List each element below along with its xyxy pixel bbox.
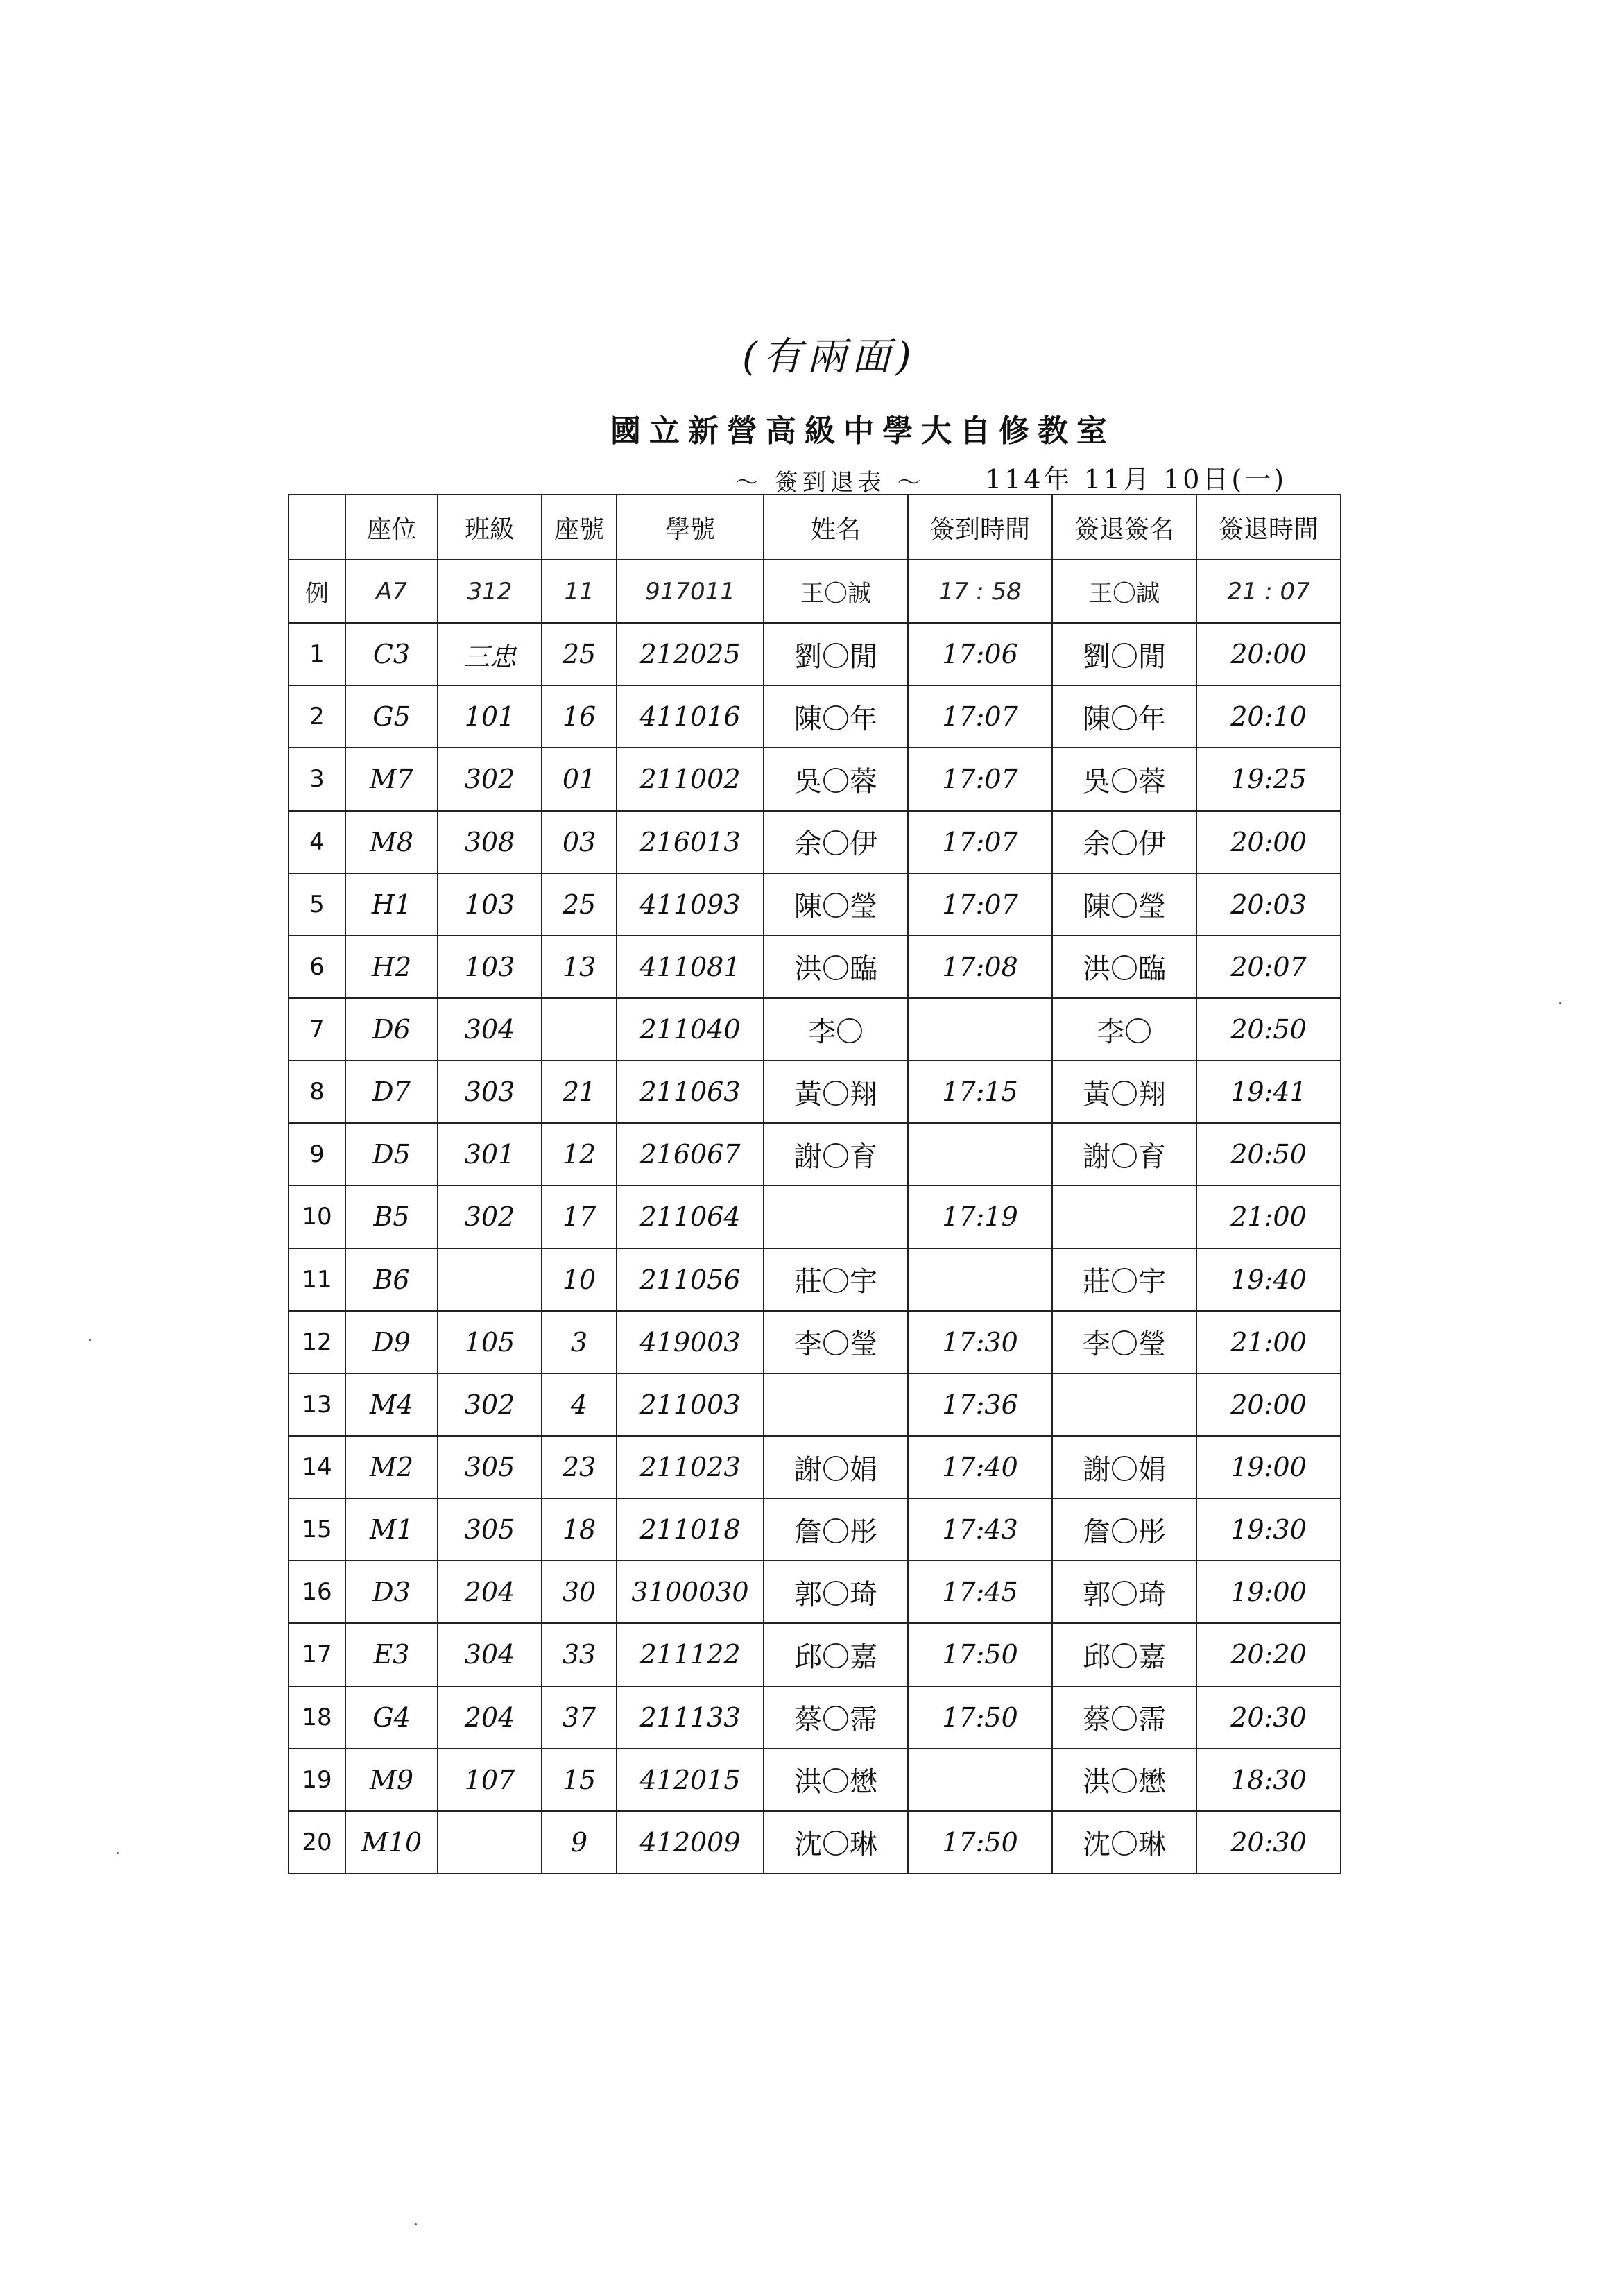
seat-number-cell: 15	[542, 1749, 617, 1811]
sign-out-signature-cell: 黃〇翔	[1052, 1061, 1196, 1123]
student-id-cell: 411016	[617, 685, 764, 748]
name-cell: 莊〇宇	[764, 1249, 908, 1311]
row-index: 5	[289, 873, 345, 936]
sign-in-time-cell: 17:50	[908, 1623, 1052, 1686]
class-cell: 204	[438, 1561, 542, 1623]
row-index: 1	[289, 623, 345, 685]
seat-number-cell: 37	[542, 1686, 617, 1749]
name-cell: 蔡〇霈	[764, 1686, 908, 1749]
seat-number-cell: 17	[542, 1185, 617, 1248]
row-index: 8	[289, 1061, 345, 1123]
seat-cell: H2	[345, 936, 438, 998]
table-row	[289, 1123, 1341, 1185]
sign-out-time-cell: 19:00	[1196, 1436, 1341, 1498]
seat-number-cell: 12	[542, 1123, 617, 1185]
sign-in-time-cell: 17:50	[908, 1811, 1052, 1874]
name-cell: 謝〇育	[764, 1123, 908, 1185]
name-cell: 余〇伊	[764, 811, 908, 873]
sign-out-signature-cell	[1052, 1185, 1196, 1248]
page-title: 國立新營高級中學大自修教室	[610, 413, 1115, 449]
sign-in-time-cell: 17:19	[908, 1185, 1052, 1248]
header-sign-in-time: 簽到時間	[908, 495, 1052, 560]
name-cell: 劉〇閒	[764, 623, 908, 685]
row-index: 20	[289, 1811, 345, 1874]
student-id-cell: 211064	[617, 1185, 764, 1248]
sign-out-signature-cell: 謝〇育	[1052, 1123, 1196, 1185]
class-cell: 303	[438, 1061, 542, 1123]
name-cell: 李〇瑩	[764, 1311, 908, 1373]
sign-in-time-cell: 17:07	[908, 685, 1052, 748]
student-id-cell: 412009	[617, 1811, 764, 1874]
student-id-cell: 216013	[617, 811, 764, 873]
seat-cell: M8	[345, 811, 438, 873]
name-cell	[764, 1185, 908, 1248]
sign-in-time-cell: 17:07	[908, 873, 1052, 936]
name-cell: 黃〇翔	[764, 1061, 908, 1123]
table-row	[289, 1249, 1341, 1311]
student-id-cell: 211122	[617, 1623, 764, 1686]
student-id-cell: 212025	[617, 623, 764, 685]
class-cell	[438, 1811, 542, 1874]
row-index: 3	[289, 748, 345, 810]
sign-out-time-cell: 21:00	[1196, 1185, 1341, 1248]
student-id-cell: 3100030	[617, 1561, 764, 1623]
example-seat: A7	[345, 560, 438, 623]
table-row	[289, 1185, 1341, 1248]
table-row	[289, 1061, 1341, 1123]
seat-number-cell: 13	[542, 936, 617, 998]
sign-in-time-cell: 17:15	[908, 1061, 1052, 1123]
row-index: 12	[289, 1311, 345, 1373]
seat-cell: H1	[345, 873, 438, 936]
header-student-id: 學號	[617, 495, 764, 560]
sign-out-time-cell: 20:07	[1196, 936, 1341, 998]
class-cell: 105	[438, 1311, 542, 1373]
seat-cell: M10	[345, 1811, 438, 1874]
example-row	[289, 560, 1341, 623]
class-cell: 三忠	[438, 623, 542, 685]
table-row	[289, 811, 1341, 873]
table-row	[289, 873, 1341, 936]
row-index: 6	[289, 936, 345, 998]
class-cell: 107	[438, 1749, 542, 1811]
sign-in-time-cell: 17:43	[908, 1498, 1052, 1561]
class-cell: 302	[438, 1185, 542, 1248]
sign-out-signature-cell: 沈〇琳	[1052, 1811, 1196, 1874]
header-seat: 座位	[345, 495, 438, 560]
seat-cell: B5	[345, 1185, 438, 1248]
sign-out-time-cell: 18:30	[1196, 1749, 1341, 1811]
example-seat-number: 11	[542, 560, 617, 623]
row-index: 18	[289, 1686, 345, 1749]
class-cell	[438, 1249, 542, 1311]
table-row	[289, 1749, 1341, 1811]
sheet-date: 114年 11月 10日(一)	[985, 464, 1287, 495]
sign-out-time-cell: 20:10	[1196, 685, 1341, 748]
sign-in-time-cell: 17:07	[908, 748, 1052, 810]
sign-out-time-cell: 20:00	[1196, 623, 1341, 685]
class-cell: 204	[438, 1686, 542, 1749]
sign-out-signature-cell: 詹〇彤	[1052, 1498, 1196, 1561]
sign-in-time-cell: 17:45	[908, 1561, 1052, 1623]
sign-out-signature-cell: 蔡〇霈	[1052, 1686, 1196, 1749]
seat-number-cell: 23	[542, 1436, 617, 1498]
name-cell: 洪〇懋	[764, 1749, 908, 1811]
example-sign-out-signature: 王〇誠	[1052, 560, 1196, 623]
example-sign-out-time: 21 : 07	[1196, 560, 1341, 623]
student-id-cell: 211003	[617, 1373, 764, 1436]
student-id-cell: 412015	[617, 1749, 764, 1811]
student-id-cell: 211063	[617, 1061, 764, 1123]
class-cell: 103	[438, 936, 542, 998]
seat-number-cell	[542, 998, 617, 1061]
student-id-cell: 211023	[617, 1436, 764, 1498]
name-cell: 沈〇琳	[764, 1811, 908, 1874]
seat-number-cell: 16	[542, 685, 617, 748]
sign-out-time-cell: 20:20	[1196, 1623, 1341, 1686]
table-row	[289, 1498, 1341, 1561]
name-cell: 洪〇臨	[764, 936, 908, 998]
seat-cell: M2	[345, 1436, 438, 1498]
sign-out-time-cell: 20:30	[1196, 1686, 1341, 1749]
sign-out-signature-cell: 陳〇年	[1052, 685, 1196, 748]
class-cell: 304	[438, 998, 542, 1061]
seat-cell: G5	[345, 685, 438, 748]
table-row	[289, 998, 1341, 1061]
seat-number-cell: 21	[542, 1061, 617, 1123]
example-index: 例	[289, 560, 345, 623]
example-student-id: 917011	[617, 560, 764, 623]
sign-out-signature-cell: 郭〇琦	[1052, 1561, 1196, 1623]
sign-in-time-cell: 17:30	[908, 1311, 1052, 1373]
header-sign-out-time: 簽退時間	[1196, 495, 1341, 560]
sign-out-signature-cell: 余〇伊	[1052, 811, 1196, 873]
row-index: 14	[289, 1436, 345, 1498]
class-cell: 101	[438, 685, 542, 748]
name-cell: 吳〇蓉	[764, 748, 908, 810]
sign-in-time-cell	[908, 1249, 1052, 1311]
seat-cell: D5	[345, 1123, 438, 1185]
seat-number-cell: 4	[542, 1373, 617, 1436]
class-cell: 301	[438, 1123, 542, 1185]
sign-out-signature-cell: 李〇瑩	[1052, 1311, 1196, 1373]
row-index: 13	[289, 1373, 345, 1436]
sign-out-time-cell: 20:00	[1196, 811, 1341, 873]
name-cell: 郭〇琦	[764, 1561, 908, 1623]
student-id-cell: 211040	[617, 998, 764, 1061]
sign-out-time-cell: 21:00	[1196, 1311, 1341, 1373]
row-index: 15	[289, 1498, 345, 1561]
seat-number-cell: 01	[542, 748, 617, 810]
name-cell: 謝〇娟	[764, 1436, 908, 1498]
seat-cell: C3	[345, 623, 438, 685]
student-id-cell: 411081	[617, 936, 764, 998]
seat-number-cell: 30	[542, 1561, 617, 1623]
row-index: 17	[289, 1623, 345, 1686]
header-seat-number: 座號	[542, 495, 617, 560]
example-sign-in-time: 17 : 58	[908, 560, 1052, 623]
seat-number-cell: 33	[542, 1623, 617, 1686]
class-cell: 302	[438, 748, 542, 810]
sign-out-time-cell: 19:00	[1196, 1561, 1341, 1623]
seat-cell: D7	[345, 1061, 438, 1123]
seat-cell: D6	[345, 998, 438, 1061]
sign-in-time-cell: 17:40	[908, 1436, 1052, 1498]
table-row	[289, 1811, 1341, 1874]
student-id-cell: 211002	[617, 748, 764, 810]
sign-out-signature-cell	[1052, 1373, 1196, 1436]
sign-out-time-cell: 19:30	[1196, 1498, 1341, 1561]
page-subtitle: ～ 簽到退表 ～	[735, 469, 925, 497]
sign-out-signature-cell: 陳〇瑩	[1052, 873, 1196, 936]
seat-cell: M1	[345, 1498, 438, 1561]
class-cell: 302	[438, 1373, 542, 1436]
header-index	[289, 495, 345, 560]
table-row	[289, 1311, 1341, 1373]
scan-speck	[1559, 1002, 1561, 1004]
sign-out-time-cell: 19:25	[1196, 748, 1341, 810]
name-cell: 李〇	[764, 998, 908, 1061]
seat-number-cell: 25	[542, 623, 617, 685]
seat-number-cell: 9	[542, 1811, 617, 1874]
scan-speck	[415, 2223, 417, 2225]
sign-in-table	[288, 494, 1341, 1874]
row-index: 9	[289, 1123, 345, 1185]
seat-cell: M4	[345, 1373, 438, 1436]
seat-cell: G4	[345, 1686, 438, 1749]
table-row	[289, 748, 1341, 810]
table-header-row	[289, 495, 1341, 560]
sign-out-time-cell: 19:41	[1196, 1061, 1341, 1123]
seat-cell: D3	[345, 1561, 438, 1623]
sign-in-time-cell: 17:50	[908, 1686, 1052, 1749]
table-row	[289, 1686, 1341, 1749]
sign-out-signature-cell: 莊〇宇	[1052, 1249, 1196, 1311]
seat-number-cell: 25	[542, 873, 617, 936]
seat-number-cell: 18	[542, 1498, 617, 1561]
sign-in-time-cell: 17:36	[908, 1373, 1052, 1436]
sign-out-time-cell: 20:00	[1196, 1373, 1341, 1436]
student-id-cell: 419003	[617, 1311, 764, 1373]
class-cell: 308	[438, 811, 542, 873]
row-index: 10	[289, 1185, 345, 1248]
student-id-cell: 211056	[617, 1249, 764, 1311]
student-id-cell: 411093	[617, 873, 764, 936]
header-class: 班級	[438, 495, 542, 560]
sign-in-time-cell: 17:06	[908, 623, 1052, 685]
sign-out-time-cell: 20:50	[1196, 998, 1341, 1061]
sign-in-time-cell	[908, 998, 1052, 1061]
sign-in-time-cell	[908, 1123, 1052, 1185]
sign-out-signature-cell: 謝〇娟	[1052, 1436, 1196, 1498]
row-index: 19	[289, 1749, 345, 1811]
sign-out-signature-cell: 洪〇懋	[1052, 1749, 1196, 1811]
seat-number-cell: 03	[542, 811, 617, 873]
row-index: 11	[289, 1249, 345, 1311]
seat-cell: M7	[345, 748, 438, 810]
table-row	[289, 936, 1341, 998]
row-index: 2	[289, 685, 345, 748]
seat-number-cell: 3	[542, 1311, 617, 1373]
table-row	[289, 623, 1341, 685]
table-row	[289, 1373, 1341, 1436]
sign-out-time-cell: 20:50	[1196, 1123, 1341, 1185]
name-cell	[764, 1373, 908, 1436]
seat-cell: B6	[345, 1249, 438, 1311]
student-id-cell: 216067	[617, 1123, 764, 1185]
table-row	[289, 685, 1341, 748]
example-class: 312	[438, 560, 542, 623]
name-cell: 陳〇瑩	[764, 873, 908, 936]
sign-out-time-cell: 20:30	[1196, 1811, 1341, 1874]
sign-out-time-cell: 20:03	[1196, 873, 1341, 936]
class-cell: 305	[438, 1436, 542, 1498]
row-index: 4	[289, 811, 345, 873]
sign-in-time-cell: 17:08	[908, 936, 1052, 998]
sign-in-time-cell	[908, 1749, 1052, 1811]
sign-out-signature-cell: 劉〇閒	[1052, 623, 1196, 685]
name-cell: 詹〇彤	[764, 1498, 908, 1561]
sign-out-signature-cell: 洪〇臨	[1052, 936, 1196, 998]
row-index: 16	[289, 1561, 345, 1623]
sign-out-time-cell: 19:40	[1196, 1249, 1341, 1311]
sign-in-time-cell: 17:07	[908, 811, 1052, 873]
seat-cell: D9	[345, 1311, 438, 1373]
class-cell: 304	[438, 1623, 542, 1686]
example-name: 王〇誠	[764, 560, 908, 623]
double-sided-note: (有兩面)	[742, 334, 917, 379]
header-name: 姓名	[764, 495, 908, 560]
table-row	[289, 1561, 1341, 1623]
class-cell: 305	[438, 1498, 542, 1561]
student-id-cell: 211133	[617, 1686, 764, 1749]
header-sign-out-signature: 簽退簽名	[1052, 495, 1196, 560]
class-cell: 103	[438, 873, 542, 936]
name-cell: 陳〇年	[764, 685, 908, 748]
sign-out-signature-cell: 邱〇嘉	[1052, 1623, 1196, 1686]
seat-number-cell: 10	[542, 1249, 617, 1311]
seat-cell: E3	[345, 1623, 438, 1686]
name-cell: 邱〇嘉	[764, 1623, 908, 1686]
sign-out-signature-cell: 吳〇蓉	[1052, 748, 1196, 810]
sign-out-signature-cell: 李〇	[1052, 998, 1196, 1061]
row-index: 7	[289, 998, 345, 1061]
seat-cell: M9	[345, 1749, 438, 1811]
scan-speck	[89, 1339, 91, 1341]
table-row	[289, 1436, 1341, 1498]
table-row	[289, 1623, 1341, 1686]
scan-speck	[117, 1852, 119, 1854]
student-id-cell: 211018	[617, 1498, 764, 1561]
